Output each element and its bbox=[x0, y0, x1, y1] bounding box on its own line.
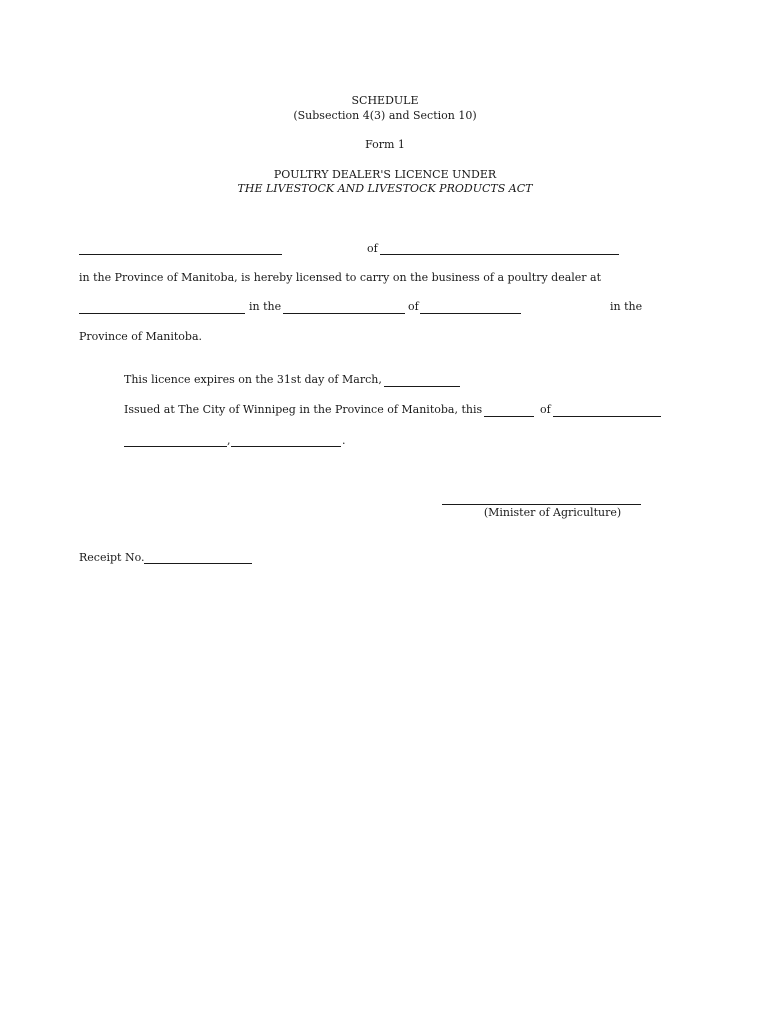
issued-at-text: Issued at The City of Winnipeg in the Province of Manitoba, this bbox=[124, 403, 483, 416]
expiry-year-blank[interactable] bbox=[384, 386, 460, 387]
act-title: THE LIVESTOCK AND LIVESTOCK PRODUCTS ACT bbox=[237, 182, 533, 195]
issue-date-blank[interactable] bbox=[124, 446, 227, 447]
issue-day-blank[interactable] bbox=[484, 416, 534, 417]
licence-expiry-text: This licence expires on the 31st day of March, bbox=[124, 373, 382, 386]
in-the-label-2: in the bbox=[610, 300, 643, 313]
municipality-type-blank[interactable] bbox=[283, 313, 405, 314]
form-number: Form 1 bbox=[365, 138, 405, 151]
schedule-heading: SCHEDULE bbox=[351, 94, 419, 107]
subsection-reference: (Subsection 4(3) and Section 10) bbox=[293, 109, 477, 122]
minister-caption: (Minister of Agriculture) bbox=[483, 506, 622, 519]
business-location-blank[interactable] bbox=[79, 313, 245, 314]
receipt-number-blank[interactable] bbox=[144, 563, 252, 564]
date-comma: , bbox=[227, 434, 231, 447]
date-period: . bbox=[342, 434, 346, 447]
of-label-3: of bbox=[540, 403, 551, 416]
licence-title: POULTRY DEALER'S LICENCE UNDER bbox=[273, 168, 497, 181]
of-label-2: of bbox=[408, 300, 419, 313]
minister-signature-line[interactable] bbox=[442, 504, 641, 505]
receipt-label: Receipt No. bbox=[79, 551, 145, 564]
municipality-name-blank[interactable] bbox=[420, 313, 521, 314]
province-licence-text: in the Province of Manitoba, is hereby licensed to carry on the business of a poultry dealer at bbox=[79, 271, 602, 284]
province-of-manitoba-text: Province of Manitoba. bbox=[79, 330, 203, 343]
licensee-name-blank[interactable] bbox=[79, 254, 282, 255]
of-label: of bbox=[367, 242, 378, 255]
issue-year-blank[interactable] bbox=[231, 446, 341, 447]
in-the-label: in the bbox=[249, 300, 282, 313]
issue-month-blank[interactable] bbox=[553, 416, 661, 417]
licensee-address-blank[interactable] bbox=[380, 254, 619, 255]
